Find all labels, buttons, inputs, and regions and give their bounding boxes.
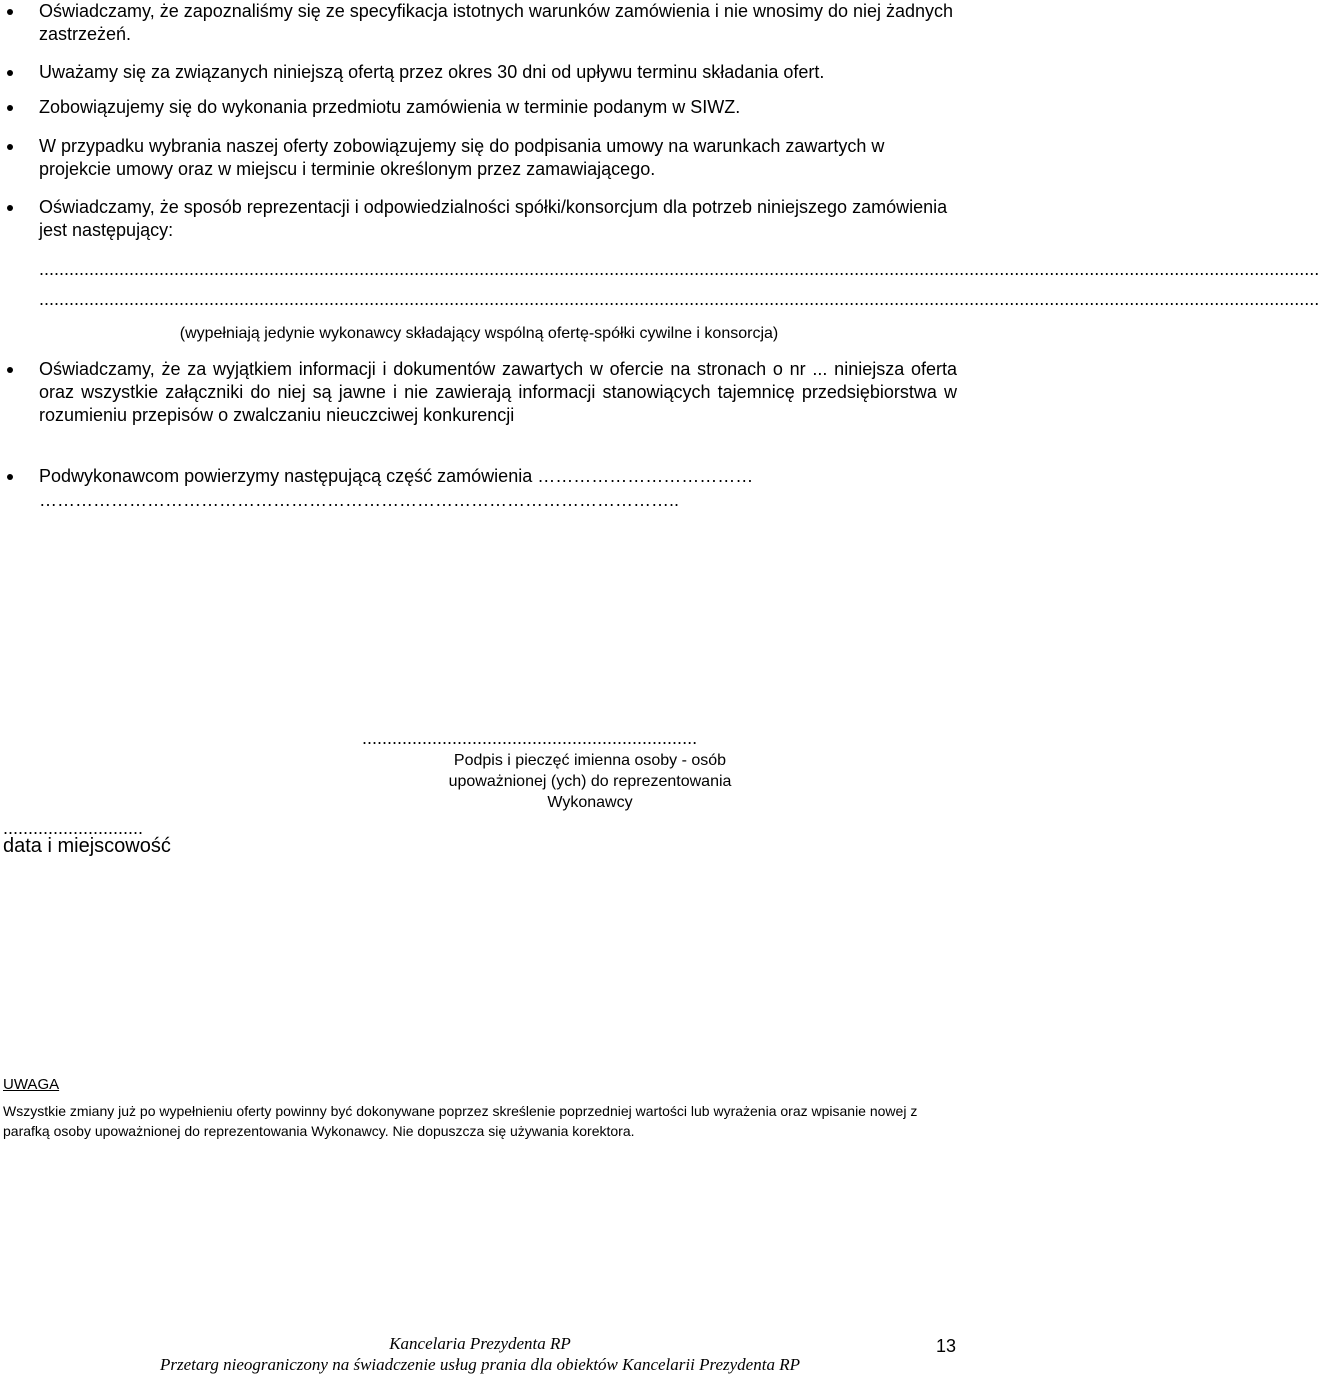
fill-in-line: ................................................................................................................................................................................................................................................................	[39, 289, 1319, 309]
footer-organization: Kancelaria Prezydenta RP	[389, 1334, 571, 1353]
bullet-icon	[7, 9, 13, 15]
fill-in-line: ……………………………………………………………………………………………..	[39, 490, 680, 510]
bullet-icon	[7, 144, 13, 150]
fill-in-line: ................................................................................................................................................................................................................................................................	[39, 259, 1319, 279]
list-item-text: Zobowiązujemy się do wykonania przedmiotu zamówienia w terminie podanym w SIWZ.	[39, 97, 741, 117]
list-item-text: Oświadczamy, że zapoznaliśmy się ze specyfikacja istotnych warunków zamówienia i nie wnosimy do niej żadnych zastrzeżeń.	[39, 1, 954, 44]
signature-caption-line: upoważnionej (ych) do reprezentowania	[448, 773, 732, 790]
list-item-text: W przypadku wybrania naszej oferty zobowiązujemy się do podpisania umowy na warunkach zawartych w projekcie umowy oraz w miejscu i terminie określonym przez zamawiającego.	[39, 136, 885, 179]
bullet-icon	[7, 474, 13, 480]
list-item-text: Oświadczamy, że sposób reprezentacji i odpowiedzialności spółki/konsorcjum dla potrzeb niniejszego zamówienia jest następujący:	[39, 197, 948, 240]
date-place-line: ............................	[3, 818, 144, 838]
list-item-text: Uważamy się za związanych niniejszą ofertą przez okres 30 dni od upływu terminu składania ofert.	[39, 62, 825, 82]
signature-caption-line: Podpis i pieczęć imienna osoby - osób	[453, 752, 727, 769]
bullet-icon	[7, 205, 13, 211]
footer-tender-title: Przetarg nieograniczony na świadczenie usług prania dla obiektów Kancelarii Prezydenta RP	[160, 1355, 800, 1374]
page-number: 13	[935, 1336, 956, 1356]
list-item	[39, 61, 957, 84]
bullet-icon	[7, 367, 13, 373]
list-item	[39, 465, 957, 488]
list-item-text: Podwykonawcom powierzymy następującą część zamówienia ………………………………	[39, 466, 754, 486]
notice-text: Wszystkie zmiany już po wypełnieniu oferty powinny być dokonywane poprzez skreślenie poprzedniej wartości lub wyrażenia oraz wpisanie nowej z parafką osoby upoważnionej do reprezentowania Wykonawcy. Nie dopuszcza się używania korektora.	[3, 1103, 918, 1139]
representation-note: (wypełniają jedynie wykonawcy składający wspólną ofertę-spółki cywilne i konsorcja)	[179, 325, 779, 342]
list-item	[39, 0, 957, 46]
notice-title: UWAGA	[3, 1076, 60, 1093]
signature-line: ...................................................................	[362, 728, 698, 748]
bullet-icon	[7, 105, 13, 111]
signature-caption-line: Wykonawcy	[547, 794, 633, 811]
list-item	[39, 196, 957, 242]
bullet-icon	[7, 70, 13, 76]
date-place-label: data i miejscowość	[3, 835, 171, 857]
list-item	[39, 358, 957, 427]
signature-caption	[350, 750, 830, 813]
list-item	[39, 135, 957, 181]
list-item	[39, 96, 957, 119]
list-item-text: Oświadczamy, że za wyjątkiem informacji i dokumentów zawartych w ofercie na stronach o nr ... niniejsza oferta oraz wszystkie załączniki do niej są jawne i nie zawierają informacji stanowiących tajemnicę przedsiębiorstwa w rozumieniu przepisów o zwalczaniu nieuczciwej konkurencji	[39, 359, 957, 425]
